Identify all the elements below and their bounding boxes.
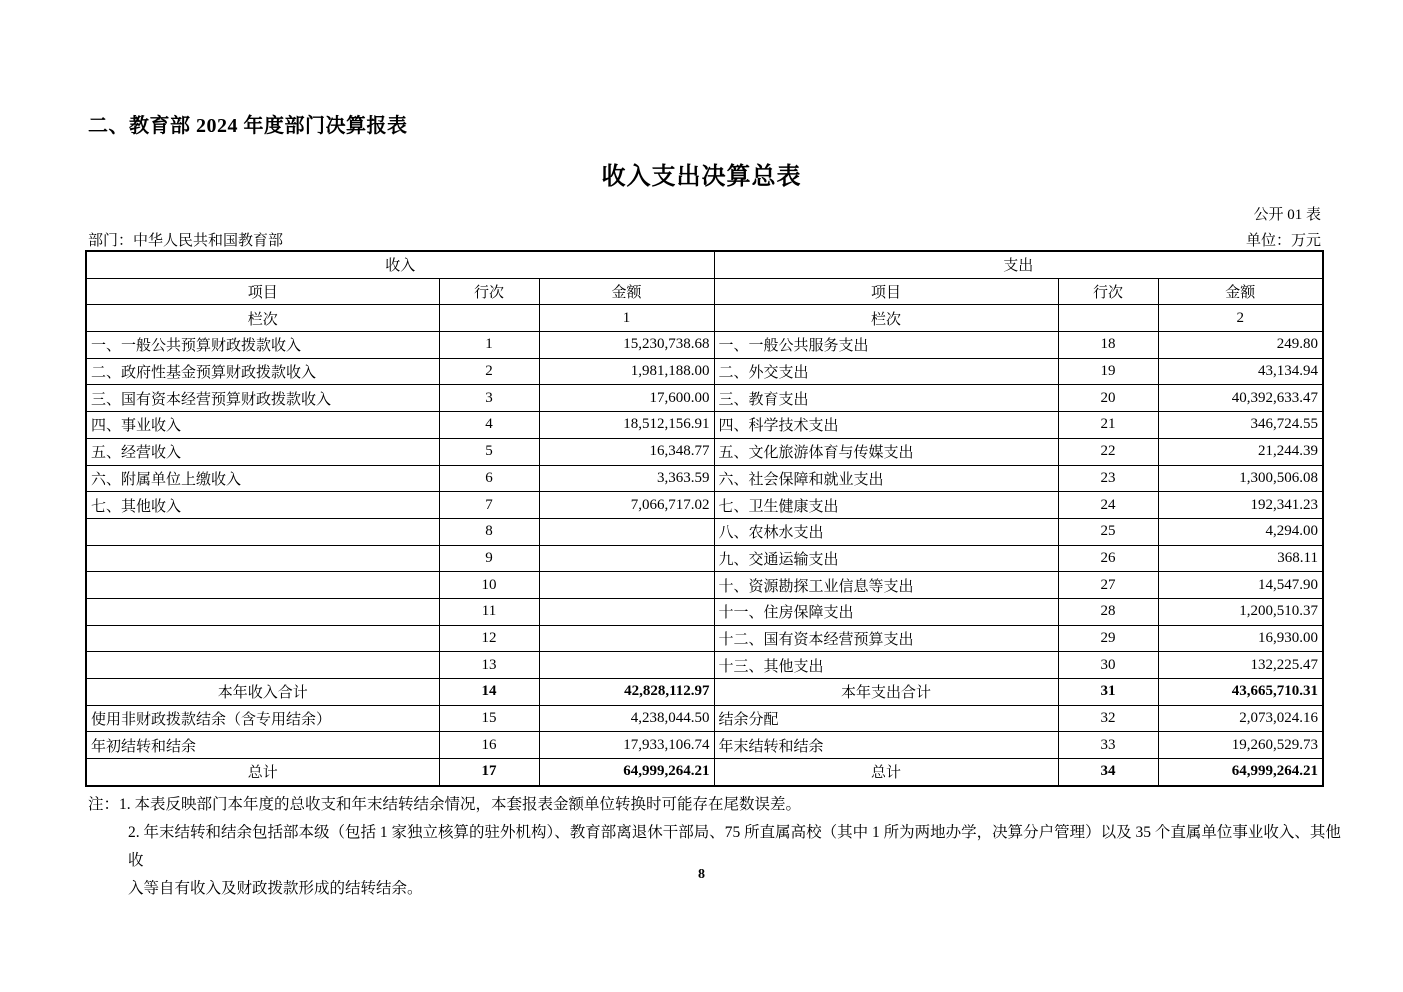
expense-lanci-empty <box>1058 305 1158 332</box>
expense-amount-cell: 40,392,633.47 <box>1158 385 1323 412</box>
income-item-cell: 年初结转和结余 <box>86 732 439 759</box>
table-row <box>86 625 1323 652</box>
expense-amount-cell: 1,200,510.37 <box>1158 598 1323 625</box>
income-line-cell: 3 <box>439 385 539 412</box>
income-item-cell: 六、附属单位上缴收入 <box>86 465 439 492</box>
income-amount-cell: 64,999,264.21 <box>539 759 714 786</box>
final-accounts-table <box>85 250 1324 787</box>
income-item-cell <box>86 572 439 599</box>
income-amount-cell: 16,348.77 <box>539 438 714 465</box>
unit-label: 单位：万元 <box>1245 233 1321 249</box>
table-row <box>86 598 1323 625</box>
income-item-cell: 本年收入合计 <box>86 679 439 706</box>
table-row <box>86 545 1323 572</box>
income-line-cell: 14 <box>439 679 539 706</box>
income-lanci-label: 栏次 <box>86 305 439 332</box>
income-item-cell <box>86 545 439 572</box>
expense-item-cell: 十三、其他支出 <box>714 652 1058 679</box>
table-section-header-row <box>86 251 1323 278</box>
income-line-header: 行次 <box>439 278 539 305</box>
income-item-cell: 五、经营收入 <box>86 438 439 465</box>
table-row <box>86 438 1323 465</box>
expense-line-cell: 20 <box>1058 385 1158 412</box>
meta-row <box>88 229 1321 250</box>
income-column-number: 1 <box>539 305 714 332</box>
expense-line-cell: 28 <box>1058 598 1158 625</box>
expense-item-cell: 十、资源勘探工业信息等支出 <box>714 572 1058 599</box>
expense-item-cell: 八、农林水支出 <box>714 518 1058 545</box>
table-row <box>86 332 1323 359</box>
income-line-cell: 4 <box>439 412 539 439</box>
table-row <box>86 492 1323 519</box>
income-amount-cell <box>539 598 714 625</box>
income-line-cell: 11 <box>439 598 539 625</box>
income-amount-cell <box>539 652 714 679</box>
expense-amount-cell: 16,930.00 <box>1158 625 1323 652</box>
income-item-header: 项目 <box>86 278 439 305</box>
expense-amount-cell: 43,134.94 <box>1158 358 1323 385</box>
expense-amount-cell: 19,260,529.73 <box>1158 732 1323 759</box>
expense-line-cell: 21 <box>1058 412 1158 439</box>
footnote-line: 入等自有收入及财政拨款形成的结转结余。 <box>128 880 423 897</box>
expense-item-cell: 年末结转和结余 <box>714 732 1058 759</box>
income-line-cell: 10 <box>439 572 539 599</box>
expense-lanci-label: 栏次 <box>714 305 1058 332</box>
expense-item-cell: 七、卫生健康支出 <box>714 492 1058 519</box>
income-amount-cell: 1,981,188.00 <box>539 358 714 385</box>
income-amount-cell: 3,363.59 <box>539 465 714 492</box>
expense-item-cell: 四、科学技术支出 <box>714 412 1058 439</box>
expense-amount-cell: 132,225.47 <box>1158 652 1323 679</box>
income-item-cell: 四、事业收入 <box>86 412 439 439</box>
expense-line-cell: 24 <box>1058 492 1158 519</box>
income-line-cell: 6 <box>439 465 539 492</box>
department-label: 部门：中华人民共和国教育部 <box>88 233 284 249</box>
income-section-header: 收入 <box>86 251 714 278</box>
income-line-cell: 5 <box>439 438 539 465</box>
income-item-cell <box>86 518 439 545</box>
income-item-cell <box>86 598 439 625</box>
income-item-cell: 总计 <box>86 759 439 786</box>
income-amount-cell <box>539 572 714 599</box>
income-line-cell: 8 <box>439 518 539 545</box>
income-amount-cell: 17,933,106.74 <box>539 732 714 759</box>
expense-line-cell: 27 <box>1058 572 1158 599</box>
page-title: 收入支出决算总表 <box>601 164 802 190</box>
income-line-cell: 2 <box>439 358 539 385</box>
expense-amount-cell: 64,999,264.21 <box>1158 759 1323 786</box>
table-lanci-row <box>86 305 1323 332</box>
expense-item-cell: 十二、国有资本经营预算支出 <box>714 625 1058 652</box>
footnote-line: 注：1. 本表反映部门本年度的总收支和年末结转结余情况，本套报表金额单位转换时可能存在尾数误差。 <box>88 796 802 813</box>
table-row <box>86 385 1323 412</box>
income-line-cell: 1 <box>439 332 539 359</box>
table-code-label: 公开 01 表 <box>1253 207 1321 223</box>
expense-item-cell: 三、教育支出 <box>714 385 1058 412</box>
expense-amount-cell: 4,294.00 <box>1158 518 1323 545</box>
expense-item-cell: 二、外交支出 <box>714 358 1058 385</box>
footnote-line: 2. 年末结转和结余包括部本级（包括 1 家独立核算的驻外机构）、教育部离退休干部局、75 所直属高校（其中 1 所为两地办学，决算分户管理）以及 35 个直属单位事业收入、其他收 <box>128 824 1341 869</box>
expense-line-header: 行次 <box>1058 278 1158 305</box>
expense-line-cell: 26 <box>1058 545 1158 572</box>
income-amount-header: 金额 <box>539 278 714 305</box>
expense-amount-cell: 249.80 <box>1158 332 1323 359</box>
table-total-row <box>86 679 1323 706</box>
table-row <box>86 358 1323 385</box>
income-amount-cell: 15,230,738.68 <box>539 332 714 359</box>
expense-column-number: 2 <box>1158 305 1323 332</box>
table-row <box>86 652 1323 679</box>
expense-line-cell: 34 <box>1058 759 1158 786</box>
income-line-cell: 13 <box>439 652 539 679</box>
income-line-cell: 17 <box>439 759 539 786</box>
expense-line-cell: 31 <box>1058 679 1158 706</box>
income-amount-cell: 7,066,717.02 <box>539 492 714 519</box>
expense-section-header: 支出 <box>714 251 1323 278</box>
income-line-cell: 7 <box>439 492 539 519</box>
expense-line-cell: 29 <box>1058 625 1158 652</box>
expense-line-cell: 32 <box>1058 705 1158 732</box>
section-heading: 二、教育部 2024 年度部门决算报表 <box>88 115 408 137</box>
expense-amount-cell: 1,300,506.08 <box>1158 465 1323 492</box>
income-amount-cell: 18,512,156.91 <box>539 412 714 439</box>
income-lanci-empty <box>439 305 539 332</box>
expense-amount-cell: 368.11 <box>1158 545 1323 572</box>
expense-item-cell: 十一、住房保障支出 <box>714 598 1058 625</box>
expense-amount-cell: 346,724.55 <box>1158 412 1323 439</box>
income-item-cell: 一、一般公共预算财政拨款收入 <box>86 332 439 359</box>
footnotes <box>88 791 1343 903</box>
expense-amount-cell: 43,665,710.31 <box>1158 679 1323 706</box>
expense-item-cell: 一、一般公共服务支出 <box>714 332 1058 359</box>
table-row <box>86 732 1323 759</box>
page-number: 8 <box>698 867 705 882</box>
expense-item-cell: 五、文化旅游体育与传媒支出 <box>714 438 1058 465</box>
table-row <box>86 705 1323 732</box>
expense-line-cell: 19 <box>1058 358 1158 385</box>
expense-item-cell: 六、社会保障和就业支出 <box>714 465 1058 492</box>
income-item-cell: 三、国有资本经营预算财政拨款收入 <box>86 385 439 412</box>
table-column-header-row <box>86 278 1323 305</box>
table-row <box>86 572 1323 599</box>
table-row <box>86 465 1323 492</box>
income-amount-cell: 17,600.00 <box>539 385 714 412</box>
expense-item-cell: 本年支出合计 <box>714 679 1058 706</box>
income-line-cell: 15 <box>439 705 539 732</box>
income-amount-cell <box>539 625 714 652</box>
income-amount-cell: 4,238,044.50 <box>539 705 714 732</box>
income-line-cell: 9 <box>439 545 539 572</box>
table-row <box>86 518 1323 545</box>
income-line-cell: 12 <box>439 625 539 652</box>
income-item-cell: 七、其他收入 <box>86 492 439 519</box>
expense-item-header: 项目 <box>714 278 1058 305</box>
income-item-cell <box>86 652 439 679</box>
expense-line-cell: 30 <box>1058 652 1158 679</box>
expense-line-cell: 22 <box>1058 438 1158 465</box>
expense-item-cell: 总计 <box>714 759 1058 786</box>
income-amount-cell <box>539 518 714 545</box>
table-grand-total-row <box>86 759 1323 786</box>
expense-line-cell: 18 <box>1058 332 1158 359</box>
income-line-cell: 16 <box>439 732 539 759</box>
expense-amount-header: 金额 <box>1158 278 1323 305</box>
income-item-cell: 二、政府性基金预算财政拨款收入 <box>86 358 439 385</box>
expense-item-cell: 九、交通运输支出 <box>714 545 1058 572</box>
expense-line-cell: 25 <box>1058 518 1158 545</box>
table-row <box>86 412 1323 439</box>
expense-line-cell: 23 <box>1058 465 1158 492</box>
expense-amount-cell: 2,073,024.16 <box>1158 705 1323 732</box>
income-amount-cell: 42,828,112.97 <box>539 679 714 706</box>
expense-amount-cell: 192,341.23 <box>1158 492 1323 519</box>
income-amount-cell <box>539 545 714 572</box>
expense-amount-cell: 14,547.90 <box>1158 572 1323 599</box>
expense-item-cell: 结余分配 <box>714 705 1058 732</box>
expense-line-cell: 33 <box>1058 732 1158 759</box>
expense-amount-cell: 21,244.39 <box>1158 438 1323 465</box>
income-item-cell <box>86 625 439 652</box>
income-item-cell: 使用非财政拨款结余（含专用结余） <box>86 705 439 732</box>
